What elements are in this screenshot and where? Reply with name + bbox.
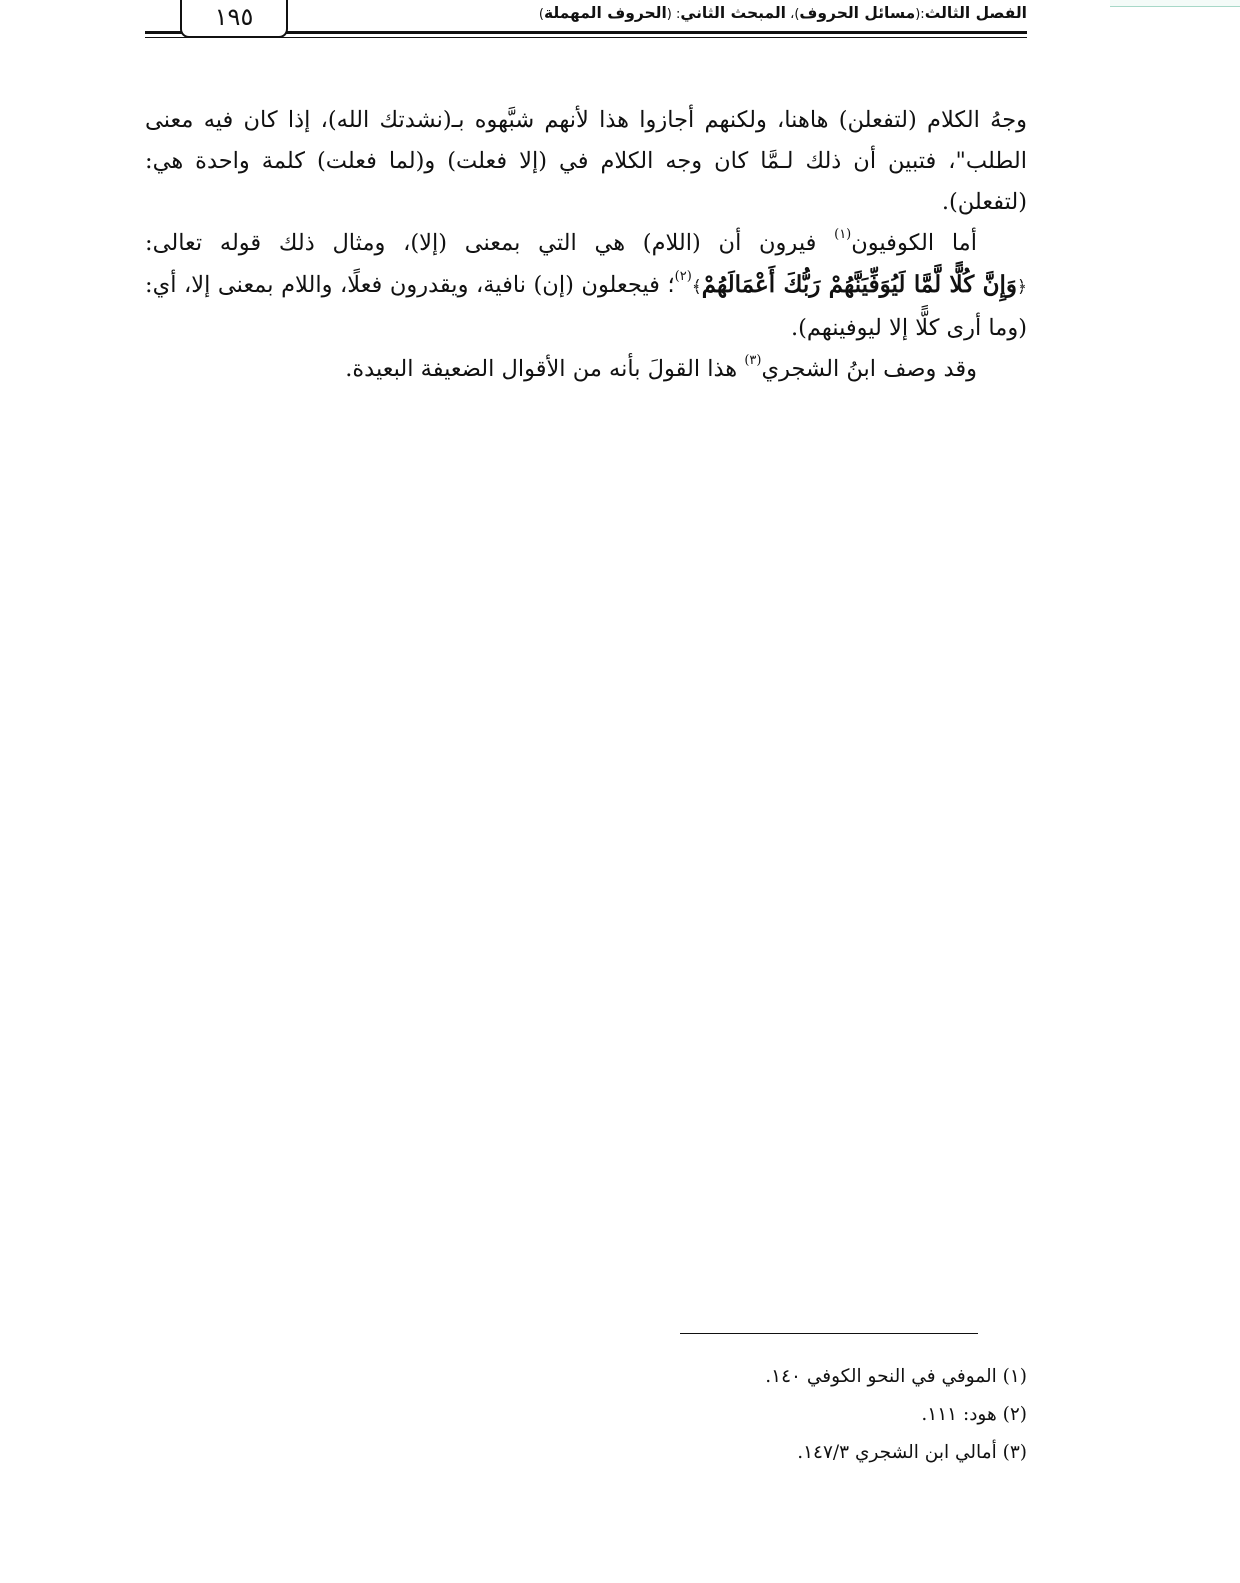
footnote-ref-2[interactable]: (٢) [674,269,692,284]
footnotes [145,1358,1027,1472]
verse-close-bracket: ﴾ [691,277,702,297]
verse-text: وَإِنَّ كُلًّا لَّمَّا لَيُوَفِّيَنَّهُمْ رَبُّكَ أَعْمَالَهُمْ [701,271,1018,298]
page-number: ١٩٥ [180,0,288,38]
paragraph-3-text-a: وقد وصف ابنُ الشجري [761,356,977,382]
corner-tab [1110,0,1240,7]
chapter-label: الفصل الثالث [924,4,1027,22]
paragraph-2-text-a: أما الكوفيون [851,230,977,256]
footnote-3: (٣) أمالي ابن الشجري ١٤٧/٣. [797,1442,1027,1463]
running-title: الفصل الثالث:(مسائل الحروف)، المبحث الثاني: (الحروف المهملة) [538,4,1027,22]
paragraph-3-text-b: هذا القولَ بأنه من الأقوال الضعيفة البعيدة. [345,356,745,382]
paragraph-1: وجهُ الكلام (لتفعلن) هاهنا، ولكنهم أجازوا هذا لأنهم شبَّهوه بـ(نشدتك الله)، إذا كان فيه معنى الطلب"، فتبين أن ذلك لـمَّا كان وجه الكلام في (إلا فعلت) و(لما فعلت) كلمة واحدة هي: (لتفعلن). [145,107,1027,215]
verse-open-bracket: ﴿ [1017,277,1027,297]
section-topic: الحروف المهملة [543,4,667,22]
page-header [145,0,1027,42]
quran-verse [692,271,1027,298]
chapter-topic: مسائل الحروف [799,4,916,22]
footnote-separator [680,1333,978,1334]
footnote-ref-3[interactable]: (٣) [744,353,762,368]
paragraph-3 [145,349,1027,390]
paragraph-2 [145,223,1027,349]
footnote-ref-1[interactable]: (١) [834,227,852,242]
section-label: المبحث الثاني [680,4,786,22]
footnote-2: (٢) هود: ١١١. [921,1404,1027,1425]
footnote-1: (١) الموفي في النحو الكوفي ١٤٠. [765,1366,1027,1387]
main-text [145,100,1027,390]
paragraph-2-text-b: فيرون أن (اللام) هي التي بمعنى (إلا)، ومثال ذلك قوله تعالى: [145,230,835,256]
paragraph-2-text-c: ؛ فيجعلون (إن) نافية، ويقدرون فعلًا، واللام بمعنى إلا، أي: (وما أرى كلًّا إلا ليوفينهم). [145,272,1027,341]
